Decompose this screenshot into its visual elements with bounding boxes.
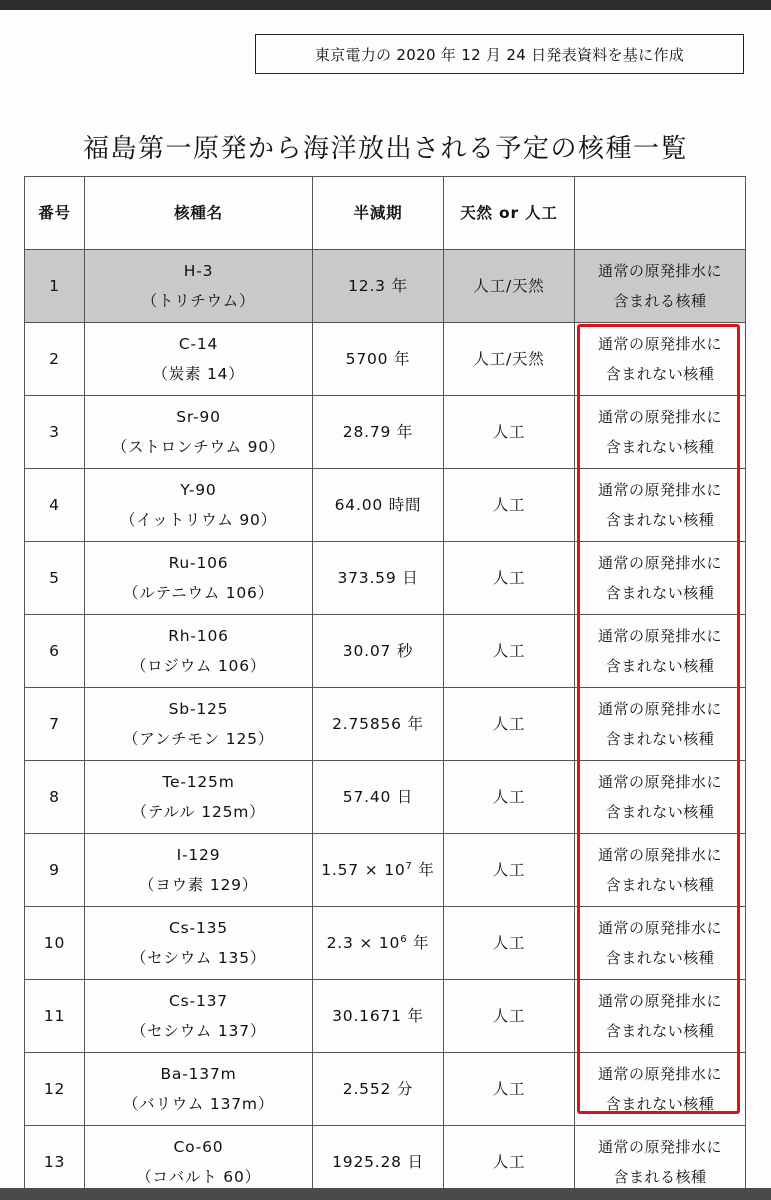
nuclide-cell (85, 542, 313, 615)
half-life: 57.40 日 (313, 761, 444, 834)
table-row (25, 542, 746, 615)
nuclide-name-ja: （バリウム 137m） (122, 1095, 275, 1113)
half-life: 1925.28 日 (313, 1126, 444, 1191)
nuclide-symbol: Te-125m (162, 773, 235, 791)
source-note-text: 東京電力の 2020 年 12 月 24 日発表資料を基に作成 (314, 45, 685, 64)
nuclide-name-ja: （ルテニウム 106） (122, 584, 275, 602)
nuclide-cell (85, 1126, 313, 1191)
note-line-2: 含まれない核種 (605, 803, 715, 821)
bottom-dark-band (0, 1188, 771, 1200)
note-line-2: 含まれない核種 (605, 1022, 715, 1040)
half-life: 12.3 年 (313, 250, 444, 323)
nuclide-cell (85, 396, 313, 469)
note-line-2: 含まれない核種 (605, 657, 715, 675)
nuclide-cell (85, 615, 313, 688)
note-line-2: 含まれない核種 (605, 949, 715, 967)
note-line-2: 含まれる核種 (613, 1168, 707, 1186)
nuclide-symbol: Cs-137 (169, 992, 228, 1010)
nuclide-name-ja: （テルル 125m） (131, 803, 266, 821)
nuclide-cell (85, 1053, 313, 1126)
origin: 人工 (444, 688, 575, 761)
origin: 人工 (444, 615, 575, 688)
document-page (0, 10, 771, 1190)
nuclide-symbol: C-14 (178, 335, 219, 353)
note-line-2: 含まれない核種 (605, 876, 715, 894)
row-number: 12 (25, 1053, 85, 1126)
table-row (25, 615, 746, 688)
table-row (25, 834, 746, 907)
origin: 人工 (444, 1126, 575, 1191)
table-row (25, 469, 746, 542)
note-cell (575, 250, 746, 323)
row-number: 13 (25, 1126, 85, 1191)
note-line-1: 通常の原発排水に (597, 700, 722, 718)
table-row (25, 250, 746, 323)
nuclide-name-ja: （炭素 14） (152, 365, 245, 383)
row-number: 4 (25, 469, 85, 542)
source-note (255, 34, 744, 74)
origin: 人工/天然 (444, 323, 575, 396)
note-line-2: 含まれる核種 (613, 292, 707, 310)
half-life-unit: 年 (412, 861, 435, 879)
origin: 人工 (444, 396, 575, 469)
note-line-1: 通常の原発排水に (597, 773, 722, 791)
row-number: 3 (25, 396, 85, 469)
note-line-2: 含まれない核種 (605, 584, 715, 602)
row-number: 2 (25, 323, 85, 396)
note-cell (575, 396, 746, 469)
table-row (25, 688, 746, 761)
note-line-1: 通常の原発排水に (597, 262, 722, 280)
half-life: 373.59 日 (313, 542, 444, 615)
nuclide-name-ja: （ヨウ素 129） (138, 876, 259, 894)
table-row (25, 323, 746, 396)
top-dark-band (0, 0, 771, 10)
note-line-1: 通常の原発排水に (597, 992, 722, 1010)
note-line-1: 通常の原発排水に (597, 481, 722, 499)
nuclide-cell (85, 907, 313, 980)
note-cell (575, 688, 746, 761)
row-number: 5 (25, 542, 85, 615)
note-line-1: 通常の原発排水に (597, 846, 722, 864)
half-life-mantissa: 2.3 × 10 (326, 934, 401, 952)
header-origin: 天然 or 人工 (444, 177, 575, 250)
origin: 人工 (444, 1053, 575, 1126)
half-life (313, 907, 444, 980)
row-number: 11 (25, 980, 85, 1053)
note-line-2: 含まれない核種 (605, 1095, 715, 1113)
note-cell (575, 834, 746, 907)
note-cell (575, 1053, 746, 1126)
document-title: 福島第一原発から海洋放出される予定の核種一覧 (82, 134, 688, 164)
note-line-1: 通常の原発排水に (597, 408, 722, 426)
origin: 人工 (444, 907, 575, 980)
row-number: 7 (25, 688, 85, 761)
nuclide-cell (85, 980, 313, 1053)
nuclide-symbol: Ba-137m (160, 1065, 237, 1083)
nuclide-name-ja: （トリチウム） (141, 292, 256, 310)
note-cell (575, 542, 746, 615)
note-line-2: 含まれない核種 (605, 730, 715, 748)
half-life: 28.79 年 (313, 396, 444, 469)
nuclide-symbol: Co-60 (173, 1138, 224, 1156)
header-note (575, 177, 746, 250)
nuclide-symbol: H-3 (183, 262, 214, 280)
note-cell (575, 469, 746, 542)
nuclide-name-ja: （コバルト 60） (136, 1168, 261, 1186)
nuclide-symbol: Rh-106 (168, 627, 229, 645)
nuclide-symbol: I-129 (176, 846, 221, 864)
table-row (25, 1053, 746, 1126)
row-number: 1 (25, 250, 85, 323)
note-line-1: 通常の原発排水に (597, 627, 722, 645)
table-row (25, 396, 746, 469)
half-life-mantissa: 1.57 × 10 (321, 861, 406, 879)
nuclide-symbol: Sr-90 (176, 408, 221, 426)
half-life-exponent: 6 (400, 933, 408, 945)
nuclide-symbol: Ru-106 (168, 554, 229, 572)
table-row (25, 980, 746, 1053)
nuclide-cell (85, 250, 313, 323)
header-number: 番号 (25, 177, 85, 250)
row-number: 6 (25, 615, 85, 688)
nuclide-symbol: Cs-135 (169, 919, 228, 937)
origin: 人工 (444, 980, 575, 1053)
half-life: 2.75856 年 (313, 688, 444, 761)
nuclide-cell (85, 469, 313, 542)
note-line-2: 含まれない核種 (605, 365, 715, 383)
note-cell (575, 907, 746, 980)
half-life: 30.1671 年 (313, 980, 444, 1053)
note-cell (575, 980, 746, 1053)
nuclide-symbol: Sb-125 (168, 700, 229, 718)
origin: 人工 (444, 469, 575, 542)
note-line-1: 通常の原発排水に (597, 554, 722, 572)
nuclide-symbol: Y-90 (180, 481, 217, 499)
row-number: 9 (25, 834, 85, 907)
nuclide-name-ja: （イットリウム 90） (120, 511, 277, 529)
nuclide-cell (85, 688, 313, 761)
half-life-unit: 年 (407, 934, 430, 952)
table-row (25, 1126, 746, 1191)
origin: 人工 (444, 542, 575, 615)
nuclide-name-ja: （ストロンチウム 90） (111, 438, 286, 456)
nuclide-table (24, 176, 746, 1190)
note-cell (575, 761, 746, 834)
nuclide-cell (85, 761, 313, 834)
header-nuclide-name: 核種名 (85, 177, 313, 250)
note-line-1: 通常の原発排水に (597, 919, 722, 937)
row-number: 10 (25, 907, 85, 980)
origin: 人工 (444, 834, 575, 907)
note-cell (575, 323, 746, 396)
nuclide-name-ja: （ロジウム 106） (130, 657, 267, 675)
table-header-row (25, 177, 746, 250)
note-cell (575, 1126, 746, 1191)
nuclide-name-ja: （アンチモン 125） (122, 730, 275, 748)
nuclide-name-ja: （セシウム 135） (130, 949, 267, 967)
note-line-1: 通常の原発排水に (597, 1138, 722, 1156)
half-life: 30.07 秒 (313, 615, 444, 688)
note-line-1: 通常の原発排水に (597, 335, 722, 353)
half-life-exponent: 7 (405, 860, 413, 872)
origin: 人工 (444, 761, 575, 834)
origin: 人工/天然 (444, 250, 575, 323)
row-number: 8 (25, 761, 85, 834)
table-row (25, 761, 746, 834)
note-line-1: 通常の原発排水に (597, 1065, 722, 1083)
half-life: 2.552 分 (313, 1053, 444, 1126)
nuclide-cell (85, 834, 313, 907)
nuclide-cell (85, 323, 313, 396)
table-row (25, 907, 746, 980)
note-line-2: 含まれない核種 (605, 438, 715, 456)
header-half-life: 半減期 (313, 177, 444, 250)
note-cell (575, 615, 746, 688)
half-life: 64.00 時間 (313, 469, 444, 542)
note-line-2: 含まれない核種 (605, 511, 715, 529)
nuclide-name-ja: （セシウム 137） (130, 1022, 267, 1040)
half-life (313, 834, 444, 907)
half-life: 5700 年 (313, 323, 444, 396)
